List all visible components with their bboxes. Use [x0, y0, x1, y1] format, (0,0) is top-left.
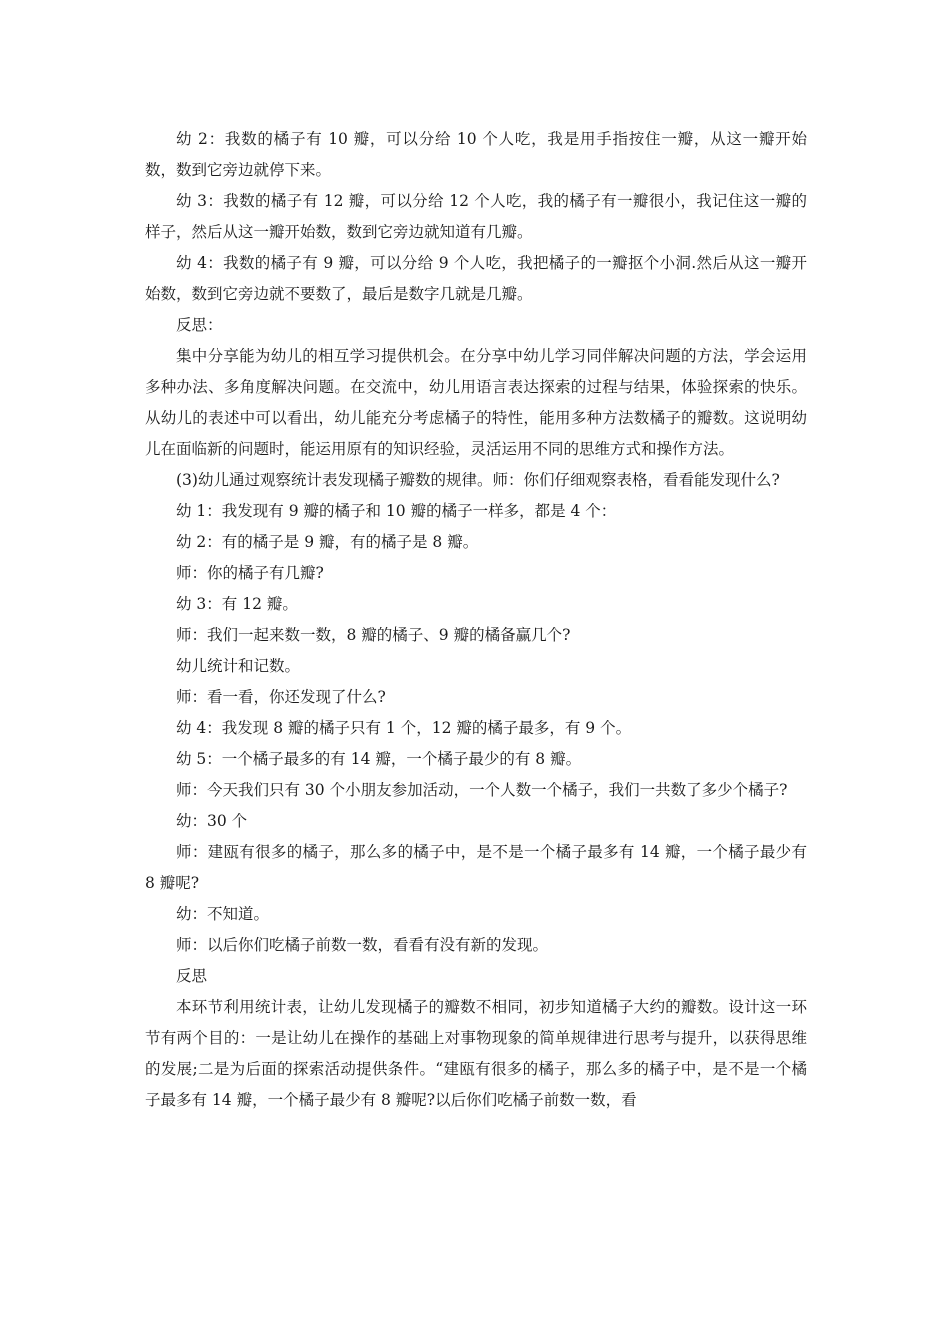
paragraph: 幼儿统计和记数。	[176, 657, 301, 675]
paragraph: 师：今天我们只有 30 个小朋友参加活动，一个人数一个橘子，我们一共数了多少个橘子?	[176, 781, 788, 799]
paragraph: 幼 2：有的橘子是 9 瓣，有的橘子是 8 瓣。	[176, 533, 479, 551]
paragraph: 幼 3：有 12 瓣。	[176, 595, 298, 613]
paragraph: 幼 2：我数的橘子有 10 瓣，可以分给 10 个人吃，我是用手指按住一瓣，从这一瓣开始数，数到它旁边就停下来。	[145, 130, 807, 179]
paragraph: 集中分享能为幼儿的相互学习提供机会。在分享中幼儿学习同伴解决问题的方法，学会运用多种办法、多角度解决问题。在交流中，幼儿用语言表达探索的过程与结果，体验探索的快乐。从幼儿的表述中可以看出，幼儿能充分考虑橘子的特性，能用多种方法数橘子的瓣数。这说明幼儿在面临新的问题时，能运用原有的知识经验，灵活运用不同的思维方式和操作方法。	[145, 347, 807, 458]
paragraph: 幼：30 个	[176, 812, 248, 830]
paragraph: 师：建瓯有很多的橘子，那么多的橘子中，是不是一个橘子最多有 14 瓣，一个橘子最少有 8 瓣呢?	[145, 843, 807, 892]
paragraph: 幼 3：我数的橘子有 12 瓣，可以分给 12 个人吃，我的橘子有一瓣很小，我记住这一瓣的样子，然后从这一瓣开始数，数到它旁边就知道有几瓣。	[145, 192, 807, 241]
section-heading: 反思：	[176, 316, 223, 334]
paragraph: 幼 4：我数的橘子有 9 瓣，可以分给 9 个人吃，我把橘子的一瓣抠个小洞.然后从这一瓣开始数，数到它旁边就不要数了，最后是数字几就是几瓣。	[145, 254, 807, 303]
section-heading: 反思	[176, 967, 208, 985]
paragraph: 师：我们一起来数一数，8 瓣的橘子、9 瓣的橘备赢几个?	[176, 626, 571, 644]
paragraph: 幼：不知道。	[176, 905, 270, 923]
paragraph: 师：你的橘子有几瓣?	[176, 564, 324, 582]
document-body	[145, 124, 807, 1116]
paragraph: (3)幼儿通过观察统计表发现橘子瓣数的规律。师：你们仔细观察表格，看看能发现什么?	[176, 471, 780, 489]
paragraph: 幼 1：我发现有 9 瓣的橘子和 10 瓣的橘子一样多，都是 4 个：	[176, 502, 617, 520]
paragraph: 幼 5：一个橘子最多的有 14 瓣，一个橘子最少的有 8 瓣。	[176, 750, 582, 768]
paragraph: 本环节利用统计表，让幼儿发现橘子的瓣数不相同，初步知道橘子大约的瓣数。设计这一环节有两个目的：一是让幼儿在操作的基础上对事物现象的简单规律进行思考与提升，以获得思维的发展;二是为后面的探索活动提供条件。“建瓯有很多的橘子，那么多的橘子中，是不是一个橘子最多有 14 瓣，一个橘子最少有 8 瓣呢?以后你们吃橘子前数一数，看	[145, 998, 807, 1109]
paragraph: 师：看一看，你还发现了什么?	[176, 688, 386, 706]
paragraph: 师：以后你们吃橘子前数一数，看看有没有新的发现。	[176, 936, 549, 954]
paragraph: 幼 4：我发现 8 瓣的橘子只有 1 个，12 瓣的橘子最多，有 9 个。	[176, 719, 632, 737]
